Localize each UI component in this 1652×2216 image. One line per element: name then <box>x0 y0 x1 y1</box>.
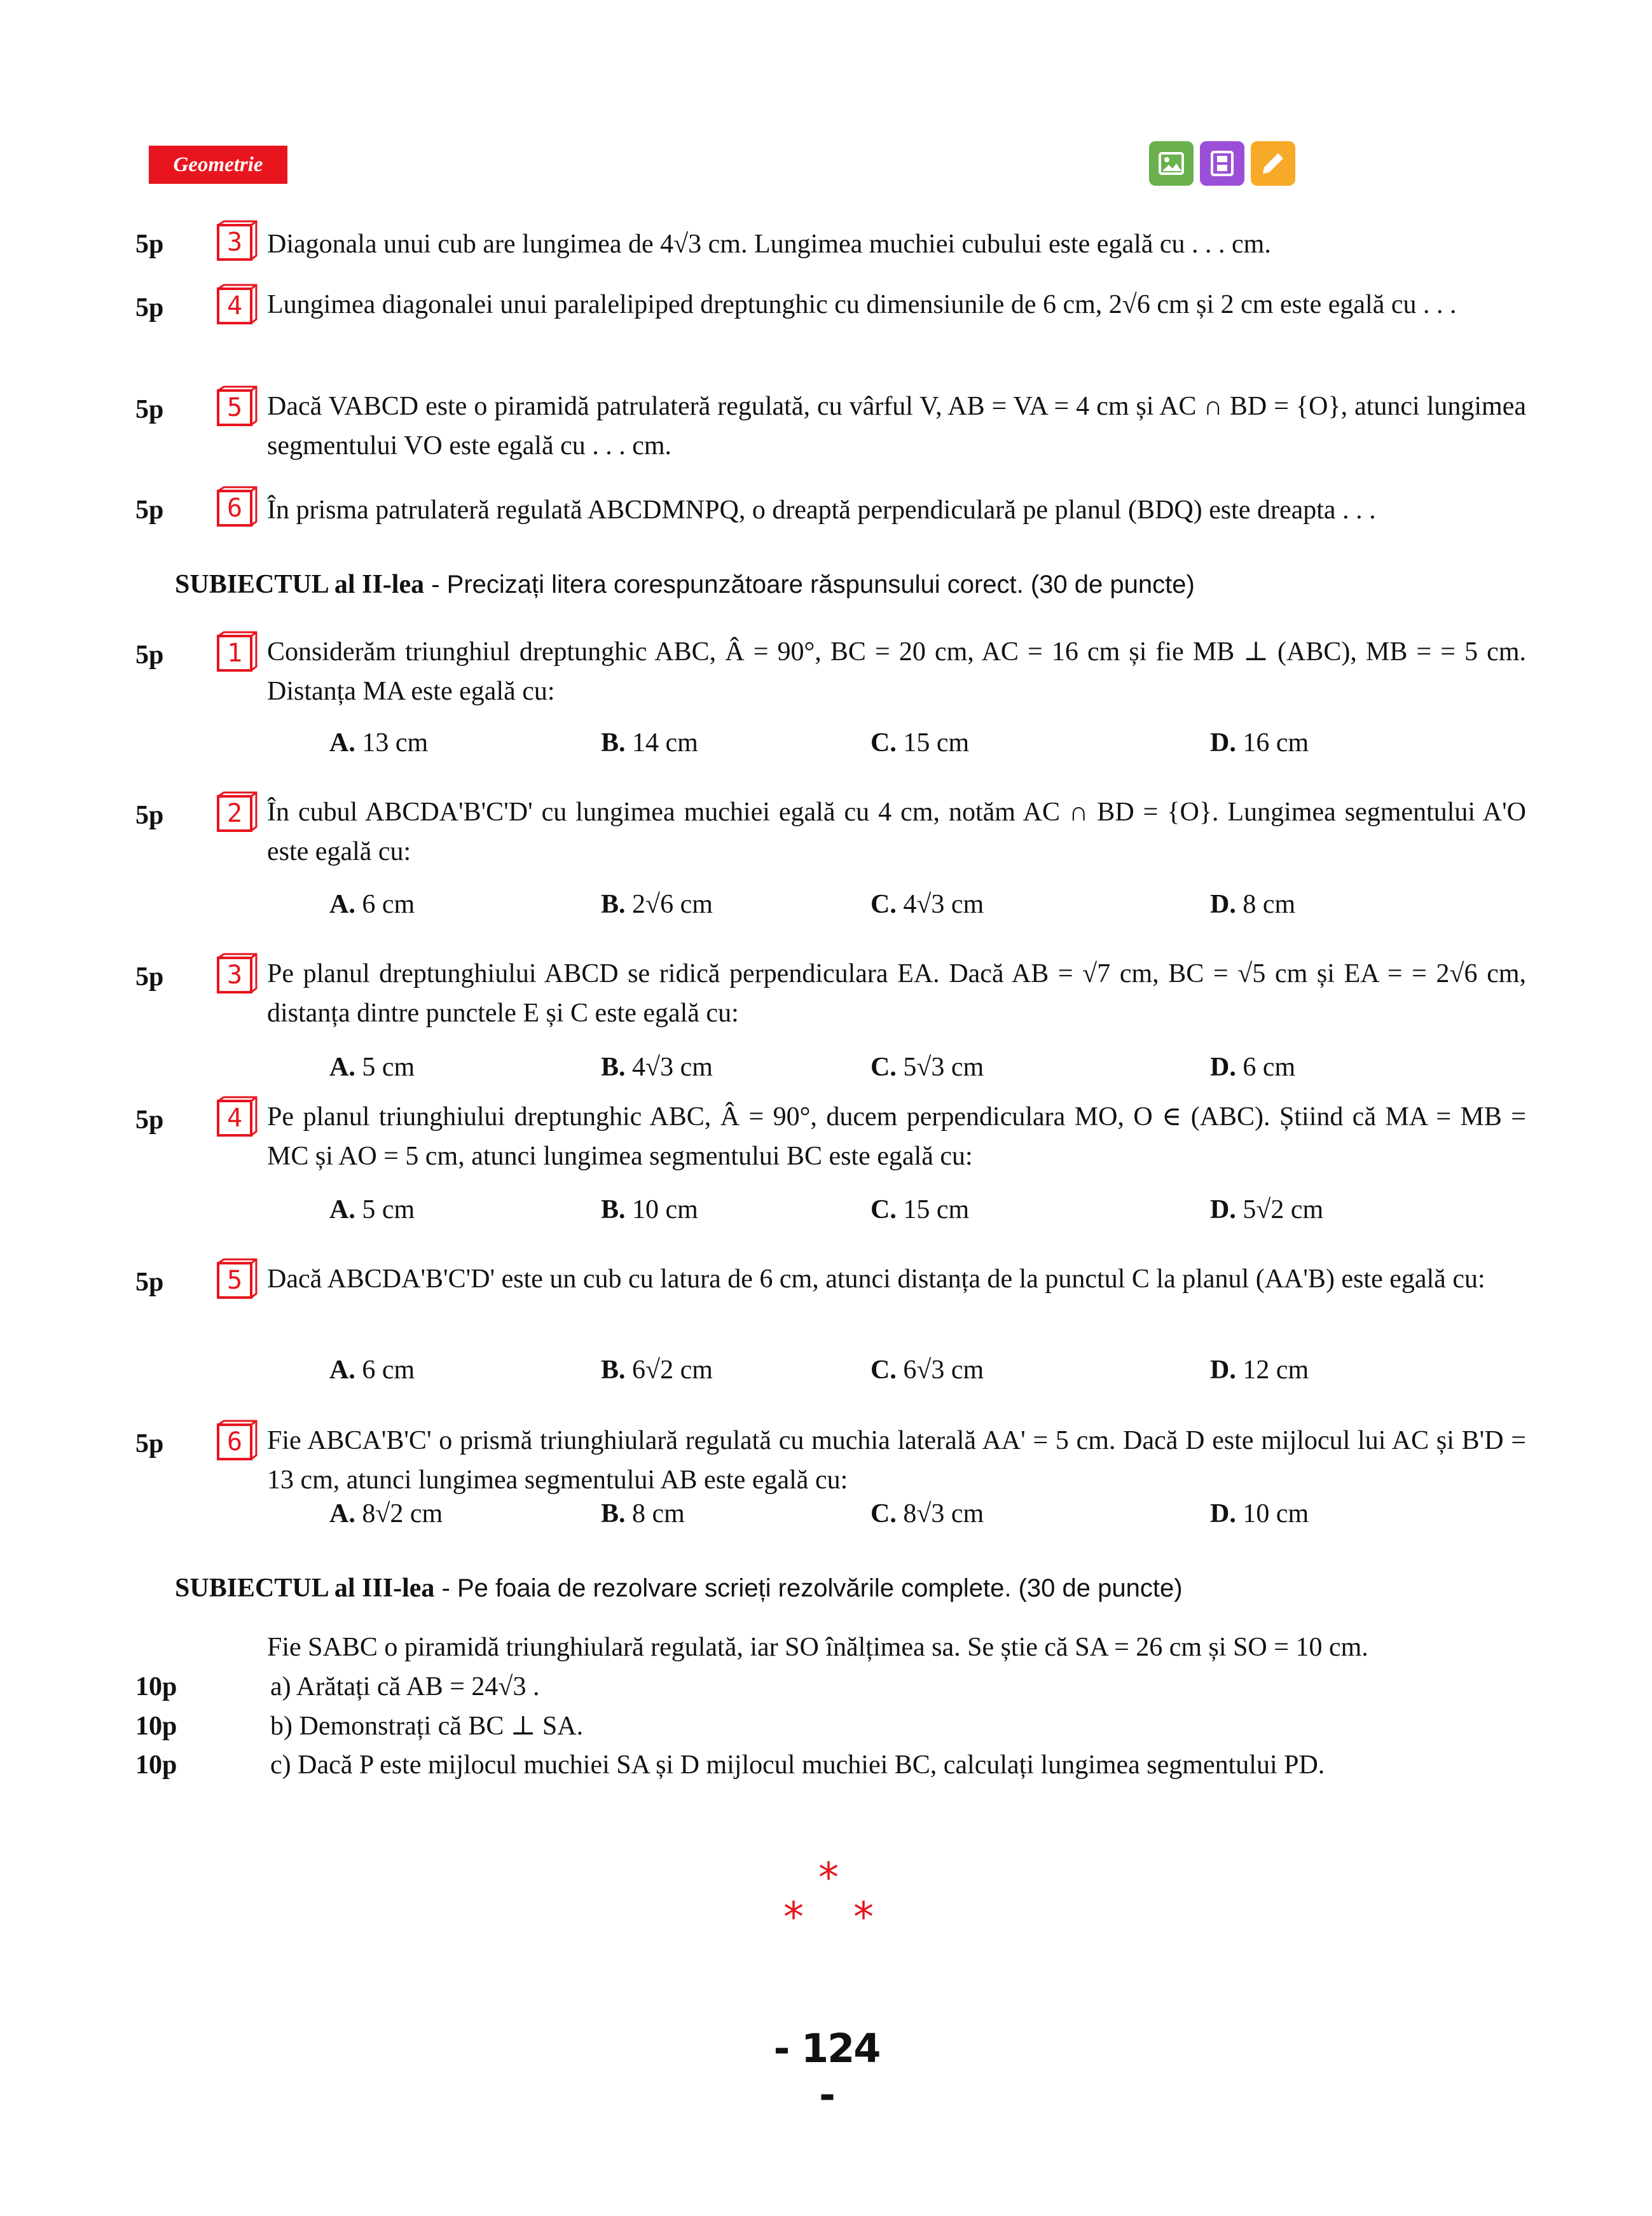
answer-d: D. 8 cm <box>1210 890 1296 919</box>
section-2-heading: SUBIECTUL al II-lea - Precizați litera corespunzătoare răspunsului corect. (30 de puncte) <box>175 570 1195 599</box>
points-label: 10p <box>135 1712 177 1741</box>
answer-c: C. 4√3 cm <box>871 890 984 919</box>
points-label: 5p <box>135 962 164 992</box>
answer-c: C. 15 cm <box>871 728 970 758</box>
points-label: 5p <box>135 293 164 322</box>
answer-d: D. 6 cm <box>1210 1053 1296 1082</box>
number-box-icon <box>216 284 258 326</box>
number-box-icon <box>216 385 258 427</box>
svg-text:5: 5 <box>226 393 243 422</box>
answer-c: C. 6√3 cm <box>871 1355 984 1385</box>
svg-text:3: 3 <box>226 960 243 990</box>
number-box-icon <box>216 1258 258 1300</box>
page-number: - 124 - <box>773 2025 880 2118</box>
svg-text:5: 5 <box>226 1266 243 1295</box>
answer-a: A. 13 cm <box>329 728 429 758</box>
points-label: 5p <box>135 495 164 525</box>
svg-text:1: 1 <box>226 639 243 668</box>
question-text: Dacă VABCD este o piramidă patrulateră regulată, cu vârful V, AB = VA = 4 cm și AC ∩ BD = {O}, atunci lungimea segmentului VO este egală cu . . . cm. <box>267 392 1526 461</box>
pencil-icon[interactable] <box>1251 141 1295 186</box>
image-icon[interactable] <box>1149 141 1194 186</box>
answer-c: C. 15 cm <box>871 1195 970 1224</box>
points-label: 10p <box>135 1750 177 1780</box>
svg-text:6: 6 <box>226 494 243 523</box>
number-box-icon <box>216 631 258 673</box>
question-text: Pe planul dreptunghiului ABCD se ridică perpendiculara EA. Dacă AB = √7 cm, BC = √5 cm și EA = = 2√6 cm, distanța dintre punctele E și C este egală cu: <box>267 959 1526 1028</box>
svg-text:*: * <box>853 1894 874 1941</box>
points-label: 5p <box>135 1429 164 1458</box>
subquestion-b: b) Demonstrați că BC ⊥ SA. <box>270 1712 584 1741</box>
ornament-stars <box>774 1856 883 1945</box>
answer-d: D. 10 cm <box>1210 1499 1309 1528</box>
points-label: 10p <box>135 1672 177 1701</box>
film-icon[interactable] <box>1200 141 1244 186</box>
number-box-icon <box>216 220 258 262</box>
answer-b: B. 14 cm <box>601 728 698 758</box>
answer-a: A. 6 cm <box>329 890 415 919</box>
chapter-tag: Geometrie <box>149 146 287 184</box>
question-text: Pe planul triunghiului dreptunghic ABC, Â = 90°, ducem perpendiculara MO, O ∈ (ABC). Știind că MA = MB = MC și AO = 5 cm, atunci lungimea segmentului BC este egală cu: <box>267 1102 1526 1171</box>
problem-intro: Fie SABC o piramidă triunghiulară regulată, iar SO înălțimea sa. Se știe că SA = 26 cm și SO = 10 cm. <box>267 1633 1368 1662</box>
question-text: În prisma patrulateră regulată ABCDMNPQ, o dreaptă perpendiculară pe planul (BDQ) este dreapta . . . <box>267 495 1376 525</box>
svg-text:4: 4 <box>226 1104 243 1133</box>
svg-text:3: 3 <box>226 228 243 257</box>
answer-c: C. 8√3 cm <box>871 1499 984 1528</box>
svg-text:2: 2 <box>226 799 243 828</box>
subquestion-c: c) Dacă P este mijlocul muchiei SA și D mijlocul muchiei BC, calculați lungimea segmentului PD. <box>270 1750 1325 1780</box>
answer-b: B. 2√6 cm <box>601 890 713 919</box>
points-label: 5p <box>135 1105 164 1135</box>
section-3-heading: SUBIECTUL al III-lea - Pe foaia de rezolvare scrieți rezolvările complete. (30 de puncte) <box>175 1574 1183 1603</box>
answer-b: B. 10 cm <box>601 1195 698 1224</box>
answer-d: D. 16 cm <box>1210 728 1309 758</box>
points-label: 5p <box>135 230 164 259</box>
number-box-icon <box>216 486 258 528</box>
number-box-icon <box>216 1420 258 1462</box>
answer-a: A. 8√2 cm <box>329 1499 443 1528</box>
answer-c: C. 5√3 cm <box>871 1053 984 1082</box>
svg-text:*: * <box>783 1894 804 1941</box>
answer-d: D. 5√2 cm <box>1210 1195 1324 1224</box>
svg-text:6: 6 <box>226 1427 243 1457</box>
answer-b: B. 4√3 cm <box>601 1053 713 1082</box>
points-label: 5p <box>135 641 164 670</box>
points-label: 5p <box>135 801 164 830</box>
question-text: Dacă ABCDA'B'C'D' este un cub cu latura de 6 cm, atunci distanța de la punctul C la planul (AA'B) este egală cu: <box>267 1264 1485 1294</box>
subquestion-a: a) Arătați că AB = 24√3 . <box>270 1672 540 1701</box>
answer-b: B. 6√2 cm <box>601 1355 713 1385</box>
question-text: Diagonala unui cub are lungimea de 4√3 cm. Lungimea muchiei cubului este egală cu . . . cm. <box>267 230 1271 259</box>
question-text: În cubul ABCDA'B'C'D' cu lungimea muchiei egală cu 4 cm, notăm AC ∩ BD = {O}. Lungimea segmentului A'O este egală cu: <box>267 798 1526 866</box>
answer-b: B. 8 cm <box>601 1499 685 1528</box>
svg-text:4: 4 <box>226 291 243 321</box>
number-box-icon <box>216 1096 258 1138</box>
number-box-icon <box>216 953 258 995</box>
answer-a: A. 5 cm <box>329 1195 415 1224</box>
points-label: 5p <box>135 1268 164 1297</box>
svg-text:*: * <box>818 1856 839 1902</box>
number-box-icon <box>216 791 258 833</box>
question-text: Considerăm triunghiul dreptunghic ABC, Â = 90°, BC = 20 cm, AC = 16 cm și fie MB ⊥ (ABC), MB = = 5 cm. Distanța MA este egală cu: <box>267 637 1526 706</box>
question-text: Fie ABCA'B'C' o prismă triunghiulară regulată cu muchia laterală AA' = 5 cm. Dacă D este mijlocul lui AC și B'D = 13 cm, atunci lungimea segmentului AB este egală cu: <box>267 1426 1526 1495</box>
answer-a: A. 5 cm <box>329 1053 415 1082</box>
answer-a: A. 6 cm <box>329 1355 415 1385</box>
question-text: Lungimea diagonalei unui paralelipiped dreptunghic cu dimensiunile de 6 cm, 2√6 cm și 2 cm este egală cu . . . <box>267 290 1457 319</box>
points-label: 5p <box>135 395 164 424</box>
answer-d: D. 12 cm <box>1210 1355 1309 1385</box>
